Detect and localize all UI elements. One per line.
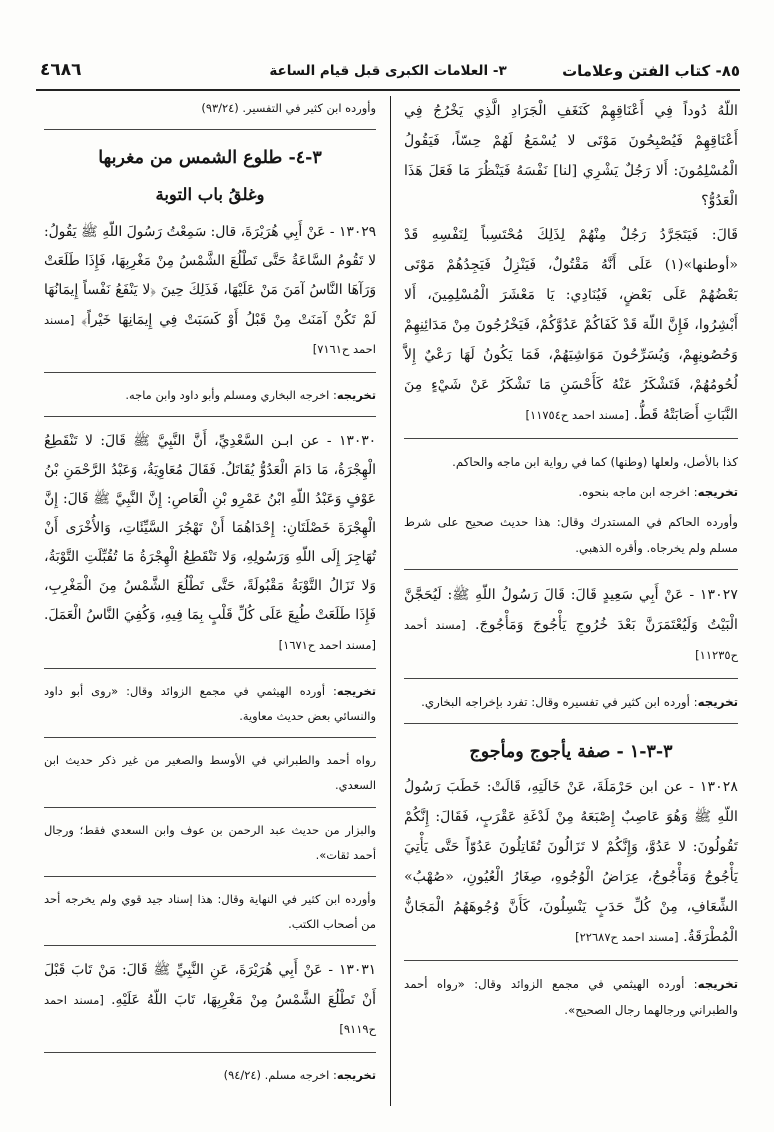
takhrij-label: تخريجه bbox=[697, 977, 738, 991]
running-title-left: ٨٥- كتاب الفتن وعلامات bbox=[562, 62, 740, 80]
hadith-text: ١٣٠٣١ - عَنْ أَبِي هُرَيْرَةَ، عَنِ النَّبِيِّ ﷺ قَالَ: مَنْ تَابَ قَبْلَ أَنْ تَطْلُعَ الشَّمْسُ مِنْ مَغْرِبِهَا، تَابَ اللّهُ عَلَيْهِ. bbox=[44, 962, 376, 1008]
note-rule bbox=[44, 129, 376, 130]
note-rule bbox=[44, 945, 376, 946]
takhrij-note bbox=[404, 971, 738, 1023]
takhrij-text: : اخرجه مسلم. (٩٤/٢٤) bbox=[223, 1067, 337, 1082]
takhrij-text: : أورده ابن كثير في تفسيره وقال: تفرد بإخراجه البخاري. bbox=[421, 695, 698, 709]
hadith-13029 bbox=[44, 218, 376, 363]
hadith-text: ١٣٠٢٨ - عن ابن حَرْمَلَةَ، عَنْ خَالَتِهِ، قَالَتْ: خَطَبَ رَسُولُ اللّهِ ﷺ وَهُوَ عَاصِبٌ إِصْبَعَهُ مِنْ لَدْغَةِ عَقْرَبٍ، فَقَالَ: إِنَّكُمْ تَقُولُونَ: لا عَدُوَّ، وَإِنَّكُمْ لا تَزَالُونَ تُقَاتِلُونَ عَدُوّاً حَتَّى يَأْتِيَ يَأْجُوجُ وَمَأْجُوجُ، عِرَاضُ الْوُجُوهِ، صِغَارُ الْعُيُونِ، «صُهْبُ» الشِّعَافِ، مِنْ كُلِّ حَدَبٍ يَنْسِلُونَ، كَأَنَّ وُجُوهَهُمُ الْمَجَانُّ الْمُطْرَقَةُ. bbox=[404, 779, 738, 945]
note: رواه أحمد والطبراني في الأوسط والصغير من غير ذكر حديث ابن السعدي. bbox=[44, 753, 376, 793]
hadith-paragraph bbox=[404, 220, 738, 430]
hadith-continuation bbox=[404, 96, 738, 216]
takhrij-text: : اخرجه البخاري ومسلم وأبو داود وابن ماجه. bbox=[125, 387, 337, 402]
hadith-reference: [مسند احمد ح٧١٦١] bbox=[44, 312, 376, 356]
right-column bbox=[404, 96, 738, 1027]
section-heading: ٣-٣-١ - صفة يأجوج ومأجوج bbox=[469, 742, 673, 762]
note-rule bbox=[404, 723, 738, 724]
page-header bbox=[36, 56, 740, 86]
takhrij-text: : أورده الهيثمي في مجمع الزوائد وقال: «رواه أحمد والطبراني ورجالهما رجال الصحيح». bbox=[404, 977, 738, 1017]
footnote: كذا بالأصل، ولعلها (وطنها) كما في رواية ابن ماجه والحاكم. bbox=[452, 455, 738, 469]
note: وأورده ابن كثير في النهاية وقال: هذا إسناد جيد قوي ولم يخرجه أحد من أصحاب الكتب. bbox=[44, 891, 376, 932]
section-subheading: وغلقُ باب التوبة bbox=[155, 185, 265, 205]
note-rule bbox=[404, 960, 738, 961]
note-rule bbox=[44, 807, 376, 808]
hadith-text: ١٣٠٣٠ - عن ابـن السَّعْدِيِّ، أَنَّ النَّبِيَّ ﷺ قَالَ: لا تَنْقَطِعُ الْهِجْرَةُ، مَا دَامَ الْعَدُوُّ يُقَاتَلُ. فَقَالَ مُعَاوِيَةُ، وَعَبْدُ الرَّحْمَنِ بْنُ عَوْفٍ وَعَبْدُ اللّهِ ابْنُ عَمْرِو بْنِ الْعَاصِ: إِنَّ النَّبِيَّ ﷺ قَالَ: إِنَّ الْهِجْرَةَ خَصْلَتَانِ: إِحْدَاهُمَا أَنْ تَهْجُرَ السَّيِّئَاتِ، وَالأُخْرَى أَنْ تُهَاجِرَ إِلَى اللّهِ وَرَسُولِهِ، وَلا تَنْقَطِعُ الْهِجْرَةُ مَا تُقُبِّلَتِ التَّوْبَةُ، وَلا تَزَالُ التَّوْبَةُ مَقْبُولَةً، حَتَّى تَطْلُعَ الشَّمْسُ مِنَ الْمَغْرِبِ، فَإِذَا طَلَعَتْ طُبِعَ عَلَى كُلِّ قَلْبٍ بِمَا فِيهِ، وَكُفِيَ النَّاسُ الْعَمَلَ. bbox=[44, 432, 376, 624]
takhrij-label: تخريجه bbox=[697, 695, 738, 709]
left-column bbox=[44, 96, 376, 1092]
note-rule bbox=[404, 569, 738, 570]
hadith-reference: [مسند احمد ح٩١١٩] bbox=[44, 992, 376, 1036]
takhrij-note bbox=[404, 479, 738, 505]
takhrij-note bbox=[404, 689, 738, 715]
note-rule bbox=[44, 668, 376, 669]
note: وأورده ابن كثير في التفسير. (٩٣/٢٤) bbox=[201, 101, 376, 115]
hadith-13030 bbox=[44, 427, 376, 660]
takhrij-text: : أورده الهيثمي في مجمع الزوائد وقال: «روى أبو داود والنسائي بعض حديث معاوية. bbox=[44, 683, 376, 723]
hadith-text: ١٣٠٢٧ - عَنْ أَبِي سَعِيدٍ قَالَ: قَالَ رَسُولُ اللّهِ ﷺ: لَيُحَجَّنَّ الْبَيْتُ وَلَيُعْتَمَرَنَّ بَعْدَ خُرُوجِ يَأْجُوجَ وَمَأْجُوجَ. bbox=[404, 587, 738, 633]
takhrij-note bbox=[44, 1063, 376, 1088]
note-rule bbox=[44, 876, 376, 877]
takhrij-note bbox=[44, 383, 376, 408]
note-rule bbox=[44, 416, 376, 417]
hadith-text: قَالَ: فَيَتَجَرَّدُ رَجُلٌ مِنْهُمْ لِذَلِكَ مُحْتَسِباً لِنَفْسِهِ قَدْ «أوطنها»(١) عَلَى أَنَّهُ مَقْتُولٌ، فَيَنْزِلُ فَيَجِدُهُمْ مَوْتَى بَعْضُهُمْ عَلَى بَعْضٍ، فَيُنَادِي: يَا مَعْشَرَ الْمُسْلِمِينَ، أَلا أَبْشِرُوا، فَإِنَّ اللّهَ قَدْ كَفَاكُمْ عَدُوَّكُمْ، فَيَخْرُجُونَ مِنْ مَدَائِنِهِمْ وَحُصُونِهِمْ، وَيُسَرِّحُونَ مَوَاشِيَهُمْ، فَمَا يَكُونُ لَهَا رَعْيٌ إِلاَّ لُحُومُهُمْ، فَتَشْكَرُ عَنْهُ كَأَحْسَنِ مَا تَشْكَرُ عَنْ شَيْءٍ مِنَ النَّبَاتِ أَصَابَتْهُ قَطُّ. bbox=[404, 227, 738, 423]
hadith-reference: [مسند احمد ح١٦٧١] bbox=[278, 637, 376, 652]
hadith-13031 bbox=[44, 956, 376, 1043]
section-heading: ٣-٤- طلوع الشمس من مغربها bbox=[98, 148, 322, 169]
takhrij-label: تخريجه bbox=[697, 485, 738, 499]
takhrij-text: : اخرجه ابن ماجه بنحوه. bbox=[578, 485, 698, 499]
hadith-13027 bbox=[404, 580, 738, 670]
hadith-reference: [مسند احمد ح٢٢٦٨٧] bbox=[575, 930, 679, 944]
note-rule bbox=[44, 1052, 376, 1053]
note-rule bbox=[404, 438, 738, 439]
note: والبزار من حديث عبد الرحمن بن عوف وابن السعدي فقط؛ ورجال أحمد ثقات». bbox=[44, 822, 376, 862]
page-number: ٤٦٨٦ bbox=[40, 60, 82, 80]
note-rule bbox=[44, 737, 376, 738]
hadith-reference: [مسند احمد ح١١٧٥٤] bbox=[525, 408, 630, 422]
note: وأورده الحاكم في المستدرك وقال: هذا حديث صحيح على شرط مسلم ولم يخرجاه. وأقره الذهبي. bbox=[404, 515, 738, 555]
hadith-text: ١٣٠٢٩ - عَنْ أَبِي هُرَيْرَةَ، قال: سَمِعْتُ رَسُولَ اللّهِ ﷺ يَقُولُ: لا تَقُومُ السَّاعَةُ حَتَّى تَطْلُعَ الشَّمْسُ مِنْ مَغْرِبِهَا، فَإِذَا طَلَعَتْ وَرَآهَا النَّاسُ آمَنَ مَنْ عَلَيْهَا، فَذَلِكَ حِينَ ﴿لا يَنْفَعُ نَفْساً إِيمَانُهَا لَمْ تَكُنْ آمَنَتْ مِنْ قَبْلُ أَوْ كَسَبَتْ فِي إِيمَانِهَا خَيْراً﴾ bbox=[44, 224, 376, 328]
note-rule bbox=[404, 678, 738, 679]
running-title-center: ٣- العلامات الكبرى قبل قيام الساعة bbox=[269, 63, 507, 79]
takhrij-label: تخريجه bbox=[336, 387, 376, 402]
hadith-reference: [مسند أحمد ح١١٢٣٥] bbox=[404, 618, 738, 662]
column-divider bbox=[390, 96, 391, 1106]
takhrij-label: تخريجه bbox=[336, 683, 376, 698]
header-rule bbox=[36, 89, 740, 91]
takhrij-note bbox=[44, 679, 376, 729]
takhrij-label: تخريجه bbox=[336, 1067, 376, 1082]
hadith-13028 bbox=[404, 772, 738, 952]
note-rule bbox=[44, 372, 376, 373]
hadith-text: اللّهُ دُوداً فِي أَعْنَاقِهِمْ كَنَغَفِ الْجَرَادِ الَّذِي يَخْرُجُ فِي أَعْنَاقِهِمْ فَيُصْبِحُونَ مَوْتَى لا يُسْمَعُ لَهُمْ حِسّاً، فَيَقُولُ الْمُسْلِمُونَ: أَلا رَجُلٌ يَشْرِي [لنا] نَفْسَهُ فَيَنْظُرَ مَا فَعَلَ هَذَا الْعَدُوُّ؟ bbox=[404, 103, 738, 209]
